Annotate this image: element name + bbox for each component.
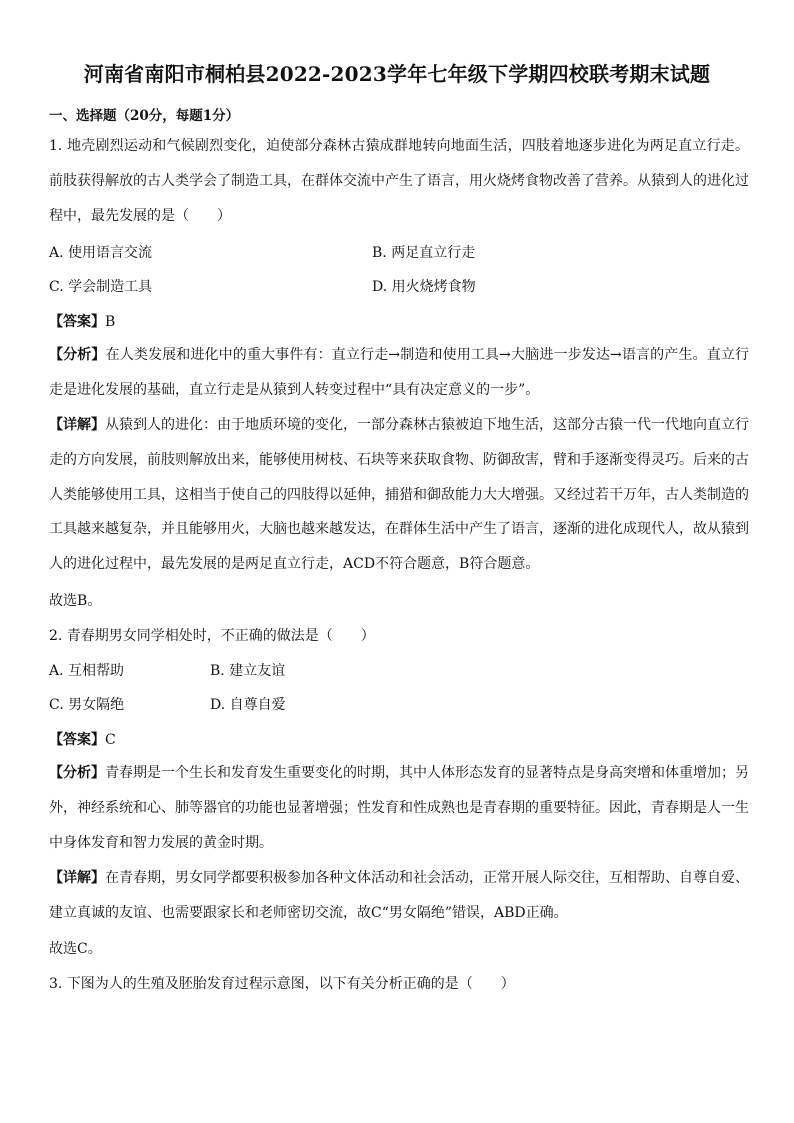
question-2-option-d: D. 自尊自爱 (210, 697, 286, 713)
question-2-option-b: B. 建立友谊 (210, 663, 286, 679)
question-1-option-a: A. 使用语言交流 (49, 245, 153, 261)
question-1-answer (49, 312, 115, 332)
detail-text: 在青春期，男女同学都要积极参加各种文体活动和社会活动，正常开展人际交往，互相帮助、自尊自爱、建立真诚的友谊、也需要跟家长和老师密切交流，故C“男女隔绝”错误，ABD正确。 (49, 870, 749, 921)
answer-value: B (105, 314, 116, 330)
question-3-stem: 3. 下图为人的生殖及胚胎发育过程示意图，以下有关分析正确的是（ ） (49, 976, 515, 992)
question-2-option-a: A. 互相帮助 (49, 663, 125, 679)
question-1-detail (49, 408, 749, 582)
question-2-conclusion: 故选C。 (49, 941, 102, 957)
document-title: 河南省南阳市桐柏县2022-2023学年七年级下学期四校联考期末试题 (83, 62, 711, 86)
section-heading: 一、选择题（20分，每题1分） (49, 108, 240, 124)
question-2-detail (49, 861, 749, 931)
answer-label: 【答案】 (49, 314, 105, 330)
analysis-label: 【分析】 (49, 765, 105, 781)
question-1-option-d: D. 用火烧烤食物 (372, 279, 476, 295)
detail-label: 【详解】 (49, 870, 105, 886)
question-1-option-b: B. 两足直立行走 (372, 245, 476, 261)
question-1-option-c: C. 学会制造工具 (49, 279, 153, 295)
question-1-conclusion: 故选B。 (49, 593, 102, 609)
question-2-option-c: C. 男女隔绝 (49, 697, 125, 713)
analysis-text: 青春期是一个生长和发育发生重要变化的时期，其中人体形态发育的显著特点是身高突增和体重增加；另外，神经系统和心、肺等器官的功能也显著增强；性发育和性成熟也是青春期的重要特征。因此，青春期是人一生中身体发育和智力发展的黄金时期。 (49, 765, 749, 851)
answer-value: C (105, 732, 116, 748)
question-1-stem: 1. 地壳剧烈运动和气候剧烈变化，迫使部分森林古猿成群地转向地面生活，四肢着地逐步进化为两足直立行走。前肢获得解放的古人类学会了制造工具，在群体交流中产生了语言，用火烧烤食物改善了营养。从猿到人的进化过程中，最先发展的是（ ） (49, 138, 749, 224)
analysis-text: 在人类发展和进化中的重大事件有：直立行走→制造和使用工具→大脑进一步发达→语言的产生。直立行走是进化发展的基础，直立行走是从猿到人转变过程中“具有决定意义的一步”。 (49, 347, 749, 398)
question-2-stem: 2. 青春期男女同学相处时，不正确的做法是（ ） (49, 628, 375, 644)
detail-text: 从猿到人的进化：由于地质环境的变化，一部分森林古猿被迫下地生活，这部分古猿一代一代地向直立行走的方向发展，前肢则解放出来，能够使用树枝、石块等来获取食物、防御敌害，臂和手逐渐变得灵巧。后来的古人类能够使用工具，这相当于使自己的四肢得以延伸，捕猎和御敌能力大大增强。又经过若干万年，古人类制造的工具越来越复杂，并且能够用火，大脑也越来越发达，在群体生活中产生了语言，逐渐的进化成现代人，故从猿到人的进化过程中，最先发展的是两足直立行走，ACD不符合题意，B符合题意。 (49, 417, 749, 573)
detail-label: 【详解】 (49, 417, 105, 433)
question-1-analysis (49, 338, 749, 408)
question-2-answer (49, 730, 116, 750)
question-2-analysis (49, 756, 749, 860)
analysis-label: 【分析】 (49, 347, 106, 363)
answer-label: 【答案】 (49, 732, 105, 748)
